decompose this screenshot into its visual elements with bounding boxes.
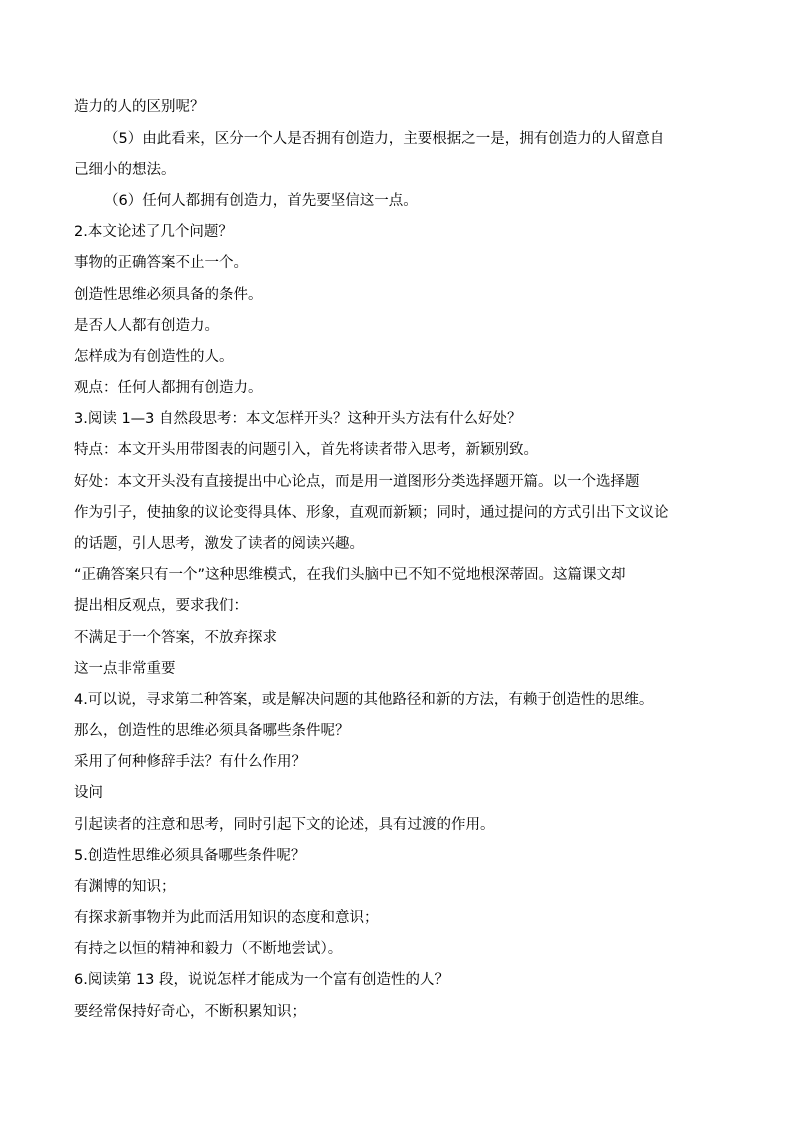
text-line: 2.本文论述了几个问题？: [74, 224, 233, 240]
text-line: 特点：本文开头用带图表的问题引入，首先将读者带入思考，新颖别致。: [74, 442, 538, 458]
text-line: 创造性思维必须具备的条件。: [74, 287, 263, 303]
text-line: 的话题，引人思考，激发了读者的阅读兴趣。: [74, 536, 364, 552]
text-line: （5）由此看来，区分一个人是否拥有创造力，主要根据之一是，拥有创造力的人留意自: [104, 131, 665, 147]
text-line: 引起读者的注意和思考，同时引起下文的论述，具有过渡的作用。: [74, 817, 495, 833]
text-line: 6.阅读第 13 段，说说怎样才能成为一个富有创造性的人？: [74, 972, 450, 988]
text-line: 要经常保持好奇心，不断积累知识；: [74, 1004, 306, 1020]
text-line: 怎样成为有创造性的人。: [74, 349, 234, 365]
text-line: 事物的正确答案不止一个。: [74, 255, 248, 271]
text-line: “正确答案只有一个”这种思维模式，在我们头脑中已不知不觉地根深蒂固。这篇课文却: [74, 567, 626, 583]
text-line: 观点：任何人都拥有创造力。: [74, 380, 263, 396]
text-line: （6）任何人都拥有创造力，首先要坚信这一点。: [104, 193, 418, 209]
text-line: 提出相反观点，要求我们：: [74, 598, 248, 614]
text-line: 好处：本文开头没有直接提出中心论点，而是用一道图形分类选择题开篇。以一个选择题: [74, 474, 640, 490]
text-line: 那么，创造性的思维必须具备哪些条件呢？: [74, 723, 350, 739]
text-line: 有探求新事物并为此而活用知识的态度和意识；: [74, 910, 379, 926]
text-line: 有渊博的知识；: [74, 879, 176, 895]
text-line: 这一点非常重要: [74, 661, 176, 677]
text-line: 己细小的想法。: [74, 162, 176, 178]
text-line: 设问: [74, 785, 103, 801]
text-line: 有持之以恒的精神和毅力（不断地尝试）。: [74, 941, 343, 957]
text-line: 采用了何种修辞手法？有什么作用？: [74, 754, 306, 770]
text-line: 3.阅读 1—3 自然段思考：本文怎样开头？这种开头方法有什么好处？: [74, 411, 522, 427]
text-line: 是否人人都有创造力。: [74, 318, 219, 334]
text-line: 造力的人的区别呢？: [74, 99, 205, 115]
text-line: 不满足于一个答案，不放弃探求: [74, 630, 277, 646]
text-line: 作为引子，使抽象的议论变得具体、形象，直观而新颖；同时，通过提问的方式引出下文议论: [74, 505, 669, 521]
text-line: 5.创造性思维必须具备哪些条件呢？: [74, 848, 306, 864]
text-line: 4.可以说，寻求第二种答案，或是解决问题的其他路径和新的方法，有赖于创造性的思维。: [74, 692, 654, 708]
